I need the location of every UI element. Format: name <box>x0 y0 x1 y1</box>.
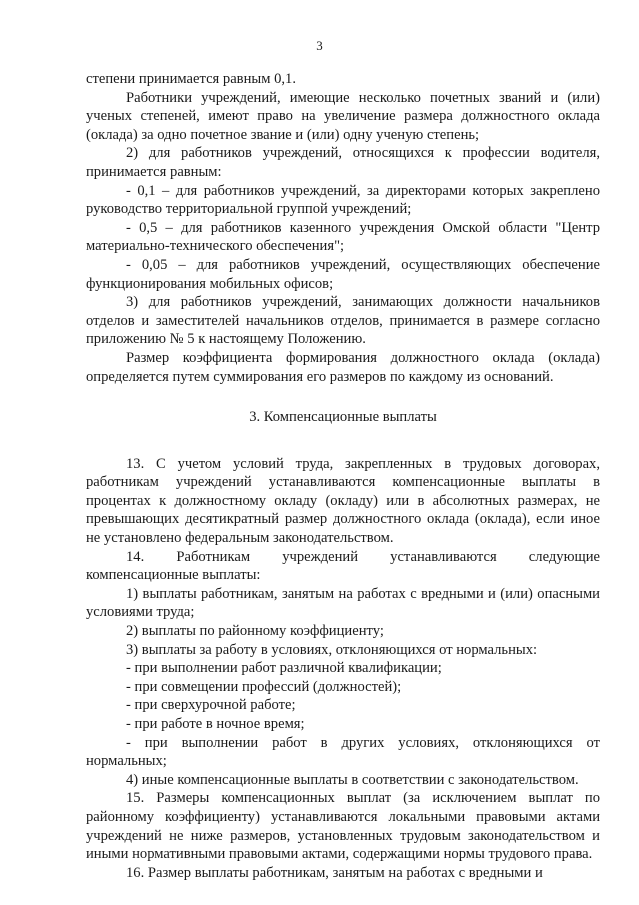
document-body <box>86 70 600 882</box>
paragraph: - при работе в ночное время; <box>126 716 305 732</box>
paragraph: Размер коэффициента формирования должностного оклада (оклада) определяется путем суммирования его размеров по каждому из оснований. <box>86 349 600 385</box>
paragraph: 15. Размеры компенсационных выплат (за исключением выплат по районному коэффициенту) устанавливаются локальными правовыми актами учреждений не ниже размеров, установленных трудовым законодательством и иными нормативными правовыми актами, содержащими нормы трудового права. <box>86 790 600 863</box>
paragraph: 14. Работникам учреждений устанавливаются следующие компенсационные выплаты: <box>86 548 600 584</box>
section-heading: 3. Компенсационные выплаты <box>249 409 437 426</box>
paragraph: 2) выплаты по районному коэффициенту; <box>126 623 384 640</box>
paragraph: 3) для работников учреждений, занимающих должности начальников отделов и заместителей начальников отделов, принимается в размере согласно приложению № 5 к настоящему Положению. <box>86 294 600 348</box>
paragraph: 13. С учетом условий труда, закрепленных в трудовых договорах, работникам учреждений устанавливаются компенсационные выплаты в процентах к должностному окладу (окладу) или в абсолютных размерах, не превышающих десятикратный размер должностного оклада (оклада), если иное не установлено федеральным законодательством. <box>86 455 600 547</box>
paragraph: - при совмещении профессий (должностей); <box>126 678 402 695</box>
paragraph: - при выполнении работ различной квалификации; <box>126 660 442 677</box>
paragraph: 16. Размер выплаты работникам, занятым на работах с вредными и <box>126 864 543 881</box>
paragraph: 4) иные компенсационные выплаты в соответствии с законодательством. <box>126 771 579 788</box>
paragraph: 3) выплаты за работу в условиях, отклоняющихся от нормальных: <box>126 641 538 658</box>
paragraph: - 0,1 – для работников учреждений, за директорами которых закреплено руководство территориальной группой учреждений; <box>86 182 600 218</box>
paragraph: - при сверхурочной работе; <box>126 697 296 714</box>
paragraph: - при выполнении работ в других условиях, отклоняющихся от нормальных; <box>86 734 600 770</box>
paragraph: Работники учреждений, имеющие несколько почетных званий и (или) ученых степеней, имеют право на увеличение размера должностного оклада (оклада) за одно почетное звание и (или) одну ученую степень; <box>86 89 600 143</box>
paragraph: - 0,05 – для работников учреждений, осуществляющих обеспечение функционирования мобильных офисов; <box>86 256 600 292</box>
paragraph: 1) выплаты работникам, занятым на работах с вредными и (или) опасными условиями труда; <box>86 585 600 621</box>
paragraph: степени принимается равным 0,1. <box>86 71 296 87</box>
page-number: 3 <box>316 38 323 53</box>
paragraph: - 0,5 – для работников казенного учреждения Омской области "Центр материально-технического обеспечения"; <box>86 219 600 255</box>
paragraph: 2) для работников учреждений, относящихся к профессии водителя, принимается равным: <box>86 145 600 180</box>
